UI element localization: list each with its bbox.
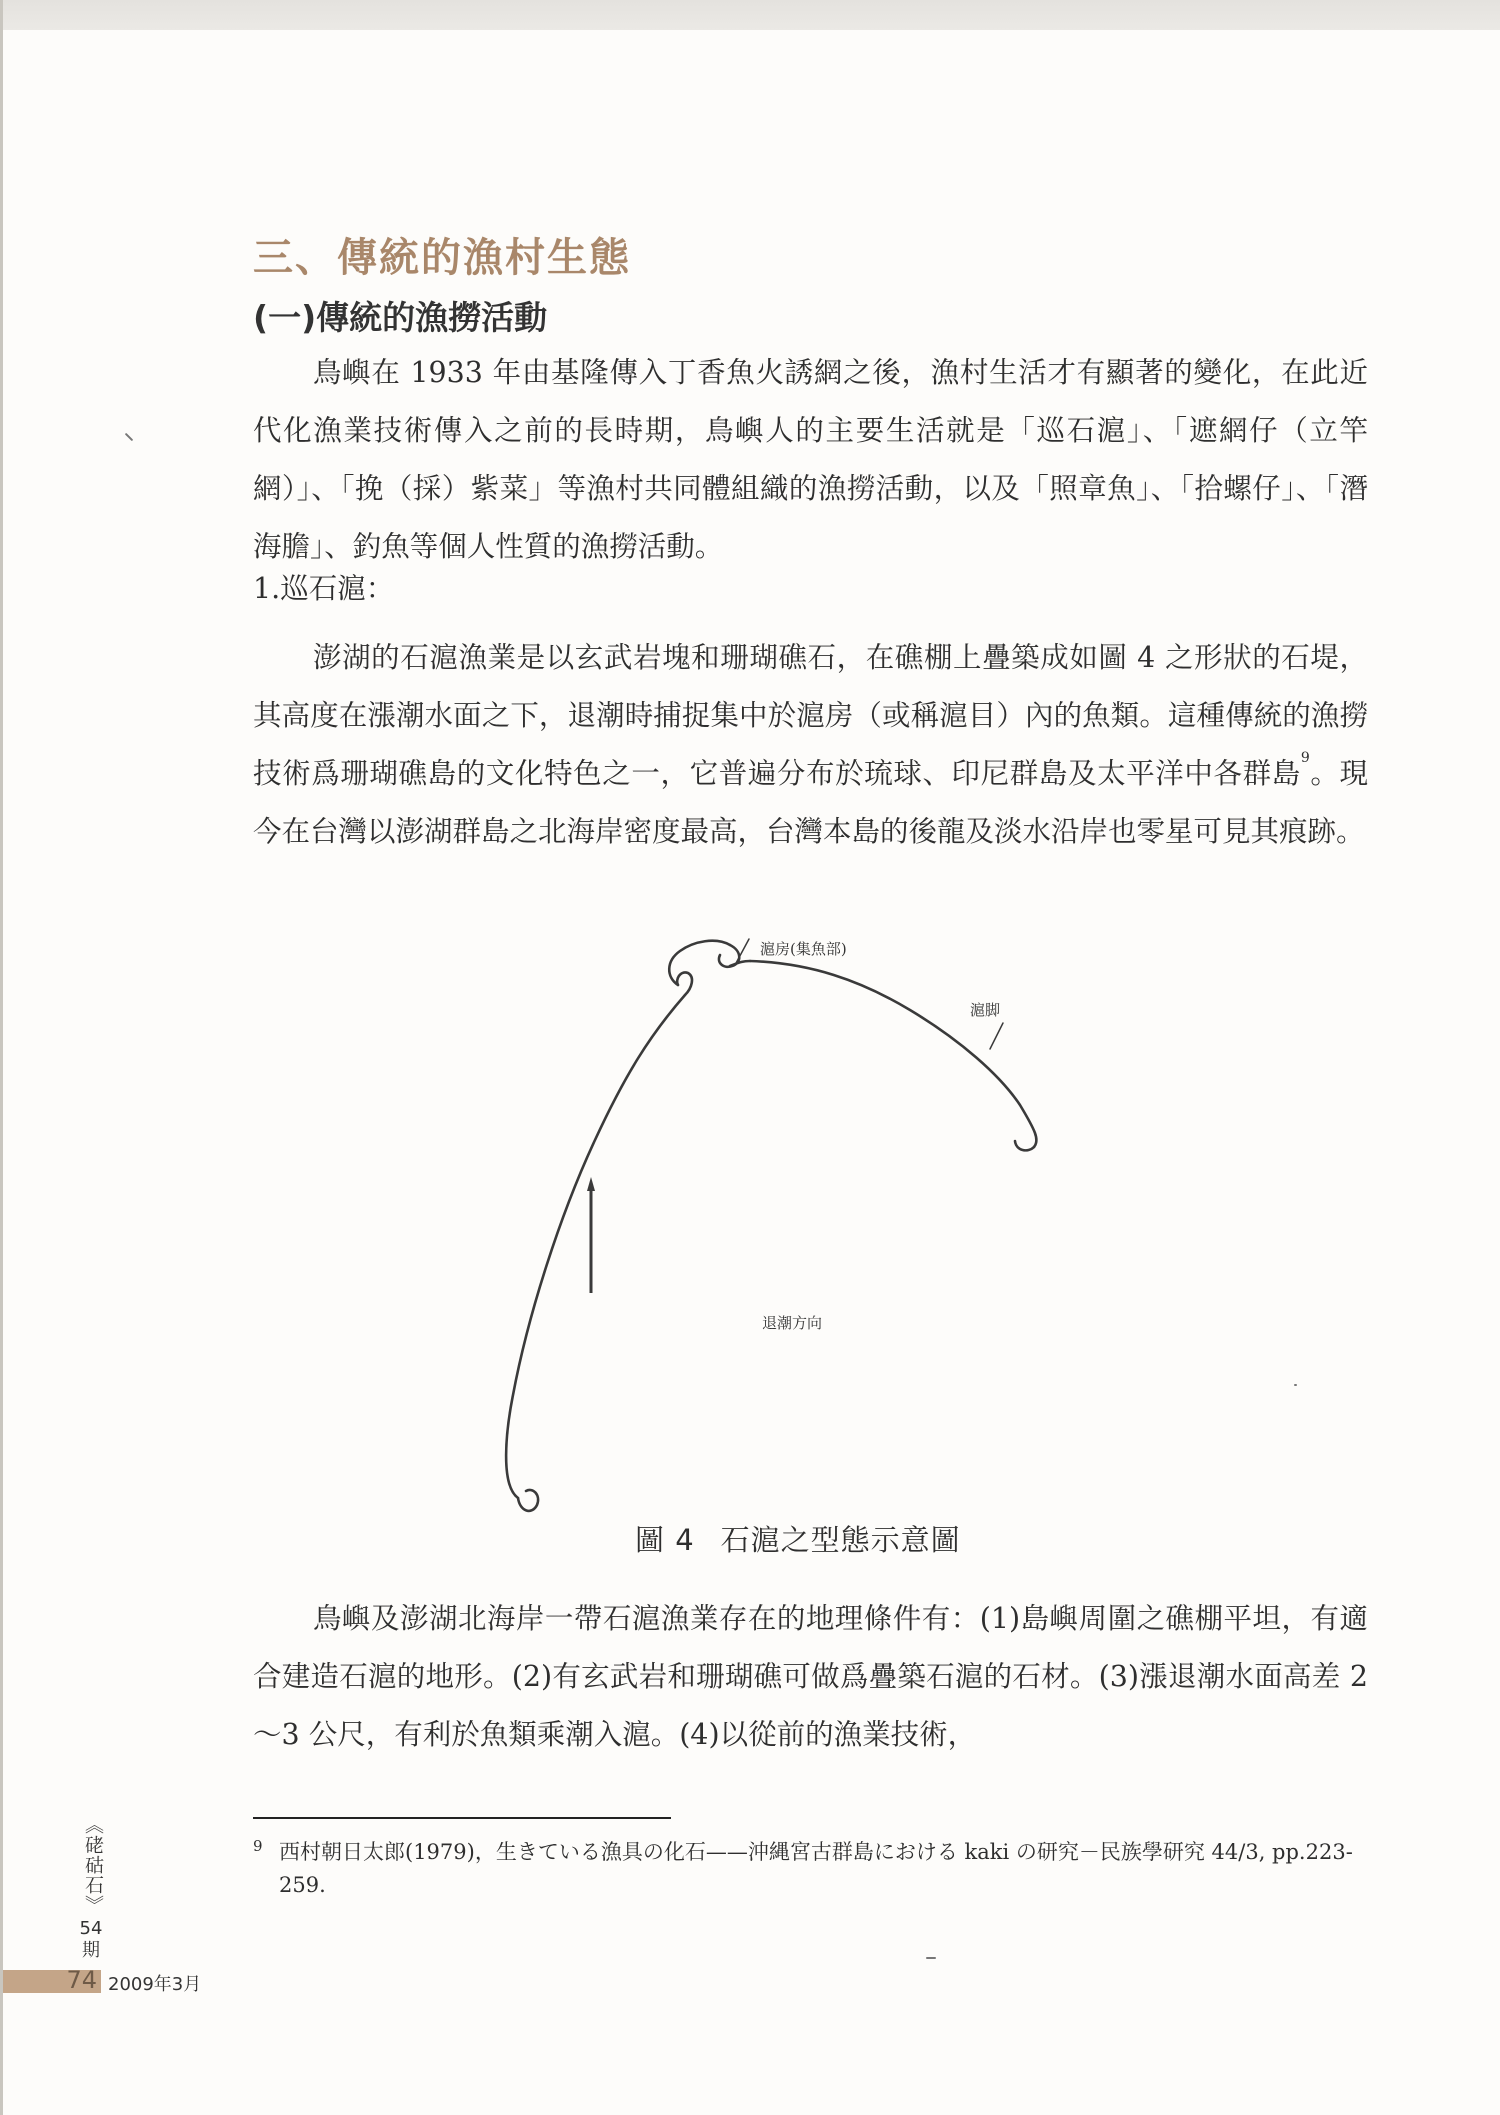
- scan-top-band: [0, 0, 1500, 30]
- paragraph-intro: 鳥嶼在 1933 年由基隆傳入丁香魚火誘網之後，漁村生活才有顯著的變化，在此近代化漁業技術傳入之前的長時期，鳥嶼人的主要生活就是「巡石滬」、「遮網仔（立竿網）」、「挽（採）紫菜」等漁村共同體組織的漁撈活動，以及「照章魚」、「拾螺仔」、「潛海膽」、釣魚等個人性質的漁撈活動。: [253, 356, 1368, 563]
- paragraph-text: 澎湖的石滬漁業是以玄武岩塊和珊瑚礁石，在礁棚上疊築成如圖 4 之形狀的石堤，其高度在漲潮水面之下，退潮時捕捉集中於滬房（或稱滬目）內的魚類。這種傳統的漁撈技術爲珊瑚礁島的文化特色之一，它普遍分布於琉球、印尼群島及太平洋中各群島: [253, 641, 1368, 790]
- weir-right-arm: [750, 961, 1036, 1147]
- figure-caption-text: 石滬之型態示意圖: [720, 1523, 961, 1557]
- paragraph-text: 。現今在台灣以澎湖群島之北海岸密度最高，台灣本島的後龍及淡水沿岸也零星可見其痕跡。: [253, 757, 1368, 848]
- scan-speck: [125, 433, 133, 441]
- issue-suffix: 期: [82, 1940, 100, 1961]
- paragraph-stone-weir: [253, 629, 1368, 861]
- weir-house-left-curl: [669, 941, 730, 995]
- label-weir-foot: 滬脚: [970, 1001, 1001, 1019]
- page-number-tab: [3, 1966, 101, 1994]
- footnote-mark: 9: [253, 1837, 263, 1855]
- footnote-9: [253, 1836, 1373, 1902]
- page-number: 74: [66, 1966, 97, 1994]
- weir-left-arm: [506, 995, 685, 1498]
- scan-speck: [926, 1957, 936, 1959]
- figure-number: 圖 4: [635, 1523, 695, 1557]
- ebb-direction-arrowhead: [587, 1177, 595, 1191]
- paragraph-geographic-conditions: 鳥嶼及澎湖北海岸一帶石滬漁業存在的地理條件有：(1)島嶼周圍之礁棚平坦，有適合建造石滬的地形。(2)有玄武岩和珊瑚礁可做爲疊築石滬的石材。(3)漲退潮水面高差 2～3 公尺，有利於魚類乘潮入滬。(4)以從前的漁業技術，: [253, 1602, 1368, 1751]
- scan-speck: [1294, 1384, 1297, 1386]
- journal-title-vertical: 《硓𥑮石》: [82, 1815, 104, 1915]
- label-weir-house: 滬房(集魚部): [760, 940, 847, 958]
- issue-date: 2009年3月: [108, 1974, 202, 1995]
- issue-number: 54: [79, 1918, 103, 1939]
- section-title: 三、傳統的漁村生態: [253, 235, 631, 281]
- weir-diagram-svg: [480, 925, 1120, 1525]
- weir-right-hook: [1015, 1141, 1034, 1150]
- item-heading: 1.巡石滬：: [253, 572, 395, 605]
- weir-house-right-curl: [719, 945, 750, 967]
- figure-caption: [635, 1518, 961, 1559]
- footnote-text: 西村朝日太郎(1979)，生きている漁具の化石——沖縄宮古群島における kaki の研究－民族學研究 44/3, pp.223-259.: [279, 1840, 1353, 1897]
- page-left-edge: [0, 0, 3, 2115]
- footnote-reference[interactable]: 9: [1300, 750, 1310, 766]
- subsection-title: (一)傳統的漁撈活動: [253, 298, 548, 337]
- figure-stone-weir-diagram: [480, 925, 1120, 1525]
- label-ebb-direction: 退潮方向: [762, 1314, 823, 1332]
- issue-label: [76, 1918, 106, 1962]
- leader-foot: [990, 1023, 1003, 1049]
- weir-left-hook: [518, 1490, 538, 1511]
- footnote-divider: [253, 1817, 671, 1819]
